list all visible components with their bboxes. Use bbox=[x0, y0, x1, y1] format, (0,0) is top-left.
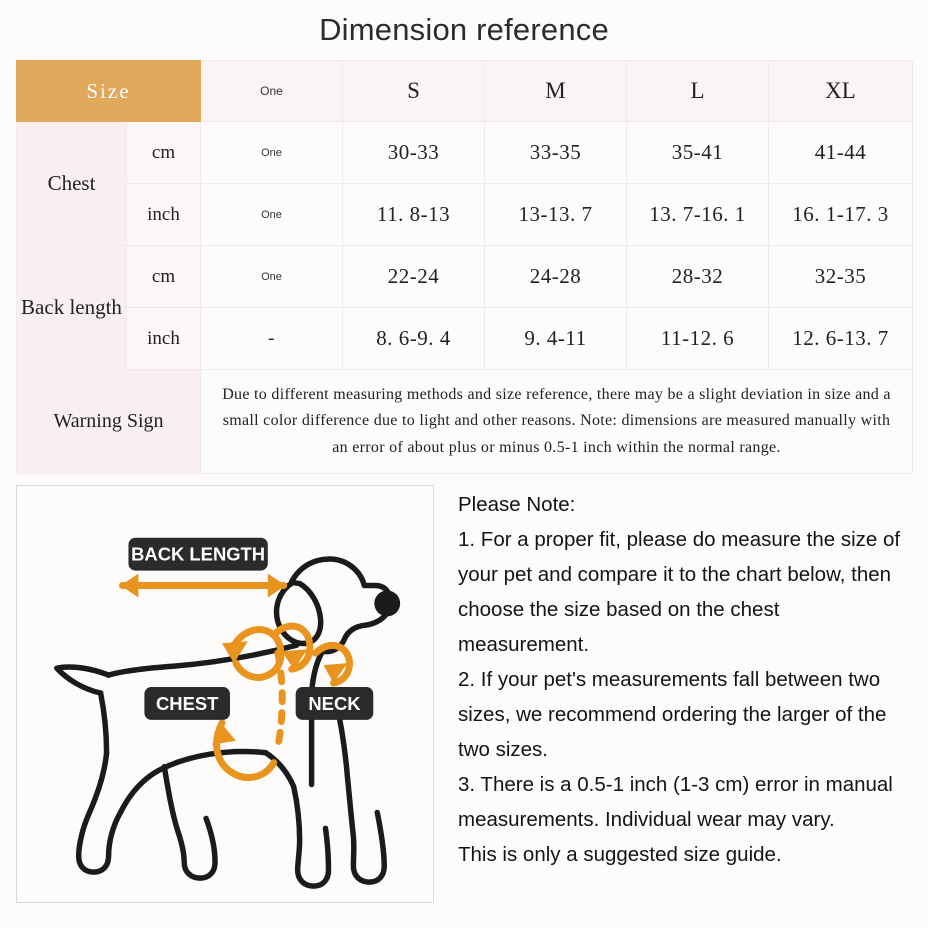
unit-label-chest-cm: cm bbox=[127, 122, 201, 184]
badge-neck bbox=[296, 687, 374, 720]
warning-sign-label: Warning Sign bbox=[17, 370, 201, 474]
notes-item-4: This is only a suggested size guide. bbox=[458, 843, 782, 867]
cell-back-inch-xl: 12. 6-13. 7 bbox=[769, 308, 913, 370]
header-size-label: Size bbox=[17, 61, 201, 122]
row-label-chest: Chest bbox=[17, 122, 127, 246]
table-row bbox=[17, 246, 913, 308]
cell-back-inch-l: 11-12. 6 bbox=[627, 308, 769, 370]
cell-chest-cm-one: One bbox=[201, 122, 343, 184]
cell-back-cm-m: 24-28 bbox=[485, 246, 627, 308]
cell-chest-inch-m: 13-13. 7 bbox=[485, 184, 627, 246]
row-label-back-length: Back length bbox=[17, 246, 127, 370]
badge-neck-text: NECK bbox=[308, 692, 361, 714]
notes-heading: Please Note: bbox=[458, 493, 576, 516]
warning-sign-text: Due to different measuring methods and size reference, there may be a slight deviation in size and a small color difference due to light and other reasons. Note: dimensions are measured manually with an error of about plus or minus 0.5-1 inch within the normal range. bbox=[201, 370, 913, 474]
notes-item-3: 3. There is a 0.5-1 inch (1-3 cm) error in manual measurements. Individual wear may vary. bbox=[458, 773, 893, 832]
cell-back-cm-xl: 32-35 bbox=[769, 246, 913, 308]
header-col-s: S bbox=[343, 61, 485, 122]
cell-back-cm-s: 22-24 bbox=[343, 246, 485, 308]
back-length-arrow-icon bbox=[121, 574, 286, 598]
cell-back-inch-s: 8. 6-9. 4 bbox=[343, 308, 485, 370]
table-warning-row bbox=[17, 370, 913, 474]
cell-chest-inch-l: 13. 7-16. 1 bbox=[627, 184, 769, 246]
table-row bbox=[17, 122, 913, 184]
header-col-l: L bbox=[627, 61, 769, 122]
cell-back-inch-one: - bbox=[201, 308, 343, 370]
unit-label-back-inch: inch bbox=[127, 308, 201, 370]
dog-measurement-diagram bbox=[16, 485, 434, 903]
dog-outline-icon bbox=[57, 559, 400, 886]
badge-chest bbox=[144, 687, 230, 720]
cell-back-cm-one: One bbox=[201, 246, 343, 308]
table-row bbox=[17, 184, 913, 246]
badge-back-length bbox=[128, 538, 267, 571]
cell-chest-inch-s: 11. 8-13 bbox=[343, 184, 485, 246]
unit-label-back-cm: cm bbox=[127, 246, 201, 308]
cell-chest-inch-xl: 16. 1-17. 3 bbox=[769, 184, 913, 246]
cell-chest-inch-one: One bbox=[201, 184, 343, 246]
cell-chest-cm-s: 30-33 bbox=[343, 122, 485, 184]
notes-item-1: 1. For a proper fit, please do measure the size of your pet and compare it to the chart below, then choose the size based on the chest measurement. bbox=[458, 528, 901, 657]
badge-back-length-text: BACK LENGTH bbox=[131, 543, 266, 565]
cell-chest-cm-xl: 41-44 bbox=[769, 122, 913, 184]
header-col-xl: XL bbox=[769, 61, 913, 122]
badge-chest-text: CHEST bbox=[155, 692, 219, 714]
header-col-one: One bbox=[201, 61, 343, 122]
table-header-row bbox=[17, 61, 913, 122]
dimension-reference-table bbox=[16, 60, 913, 474]
cell-chest-cm-l: 35-41 bbox=[627, 122, 769, 184]
cell-chest-cm-m: 33-35 bbox=[485, 122, 627, 184]
lower-section bbox=[16, 485, 912, 910]
please-note-panel bbox=[458, 487, 912, 873]
table-row bbox=[17, 308, 913, 370]
notes-item-2: 2. If your pet's measurements fall between two sizes, we recommend ordering the larger of the two sizes. bbox=[458, 668, 887, 762]
header-col-m: M bbox=[485, 61, 627, 122]
page-title: Dimension reference bbox=[319, 12, 609, 47]
cell-back-inch-m: 9. 4-11 bbox=[485, 308, 627, 370]
cell-back-cm-l: 28-32 bbox=[627, 246, 769, 308]
unit-label-chest-inch: inch bbox=[127, 184, 201, 246]
